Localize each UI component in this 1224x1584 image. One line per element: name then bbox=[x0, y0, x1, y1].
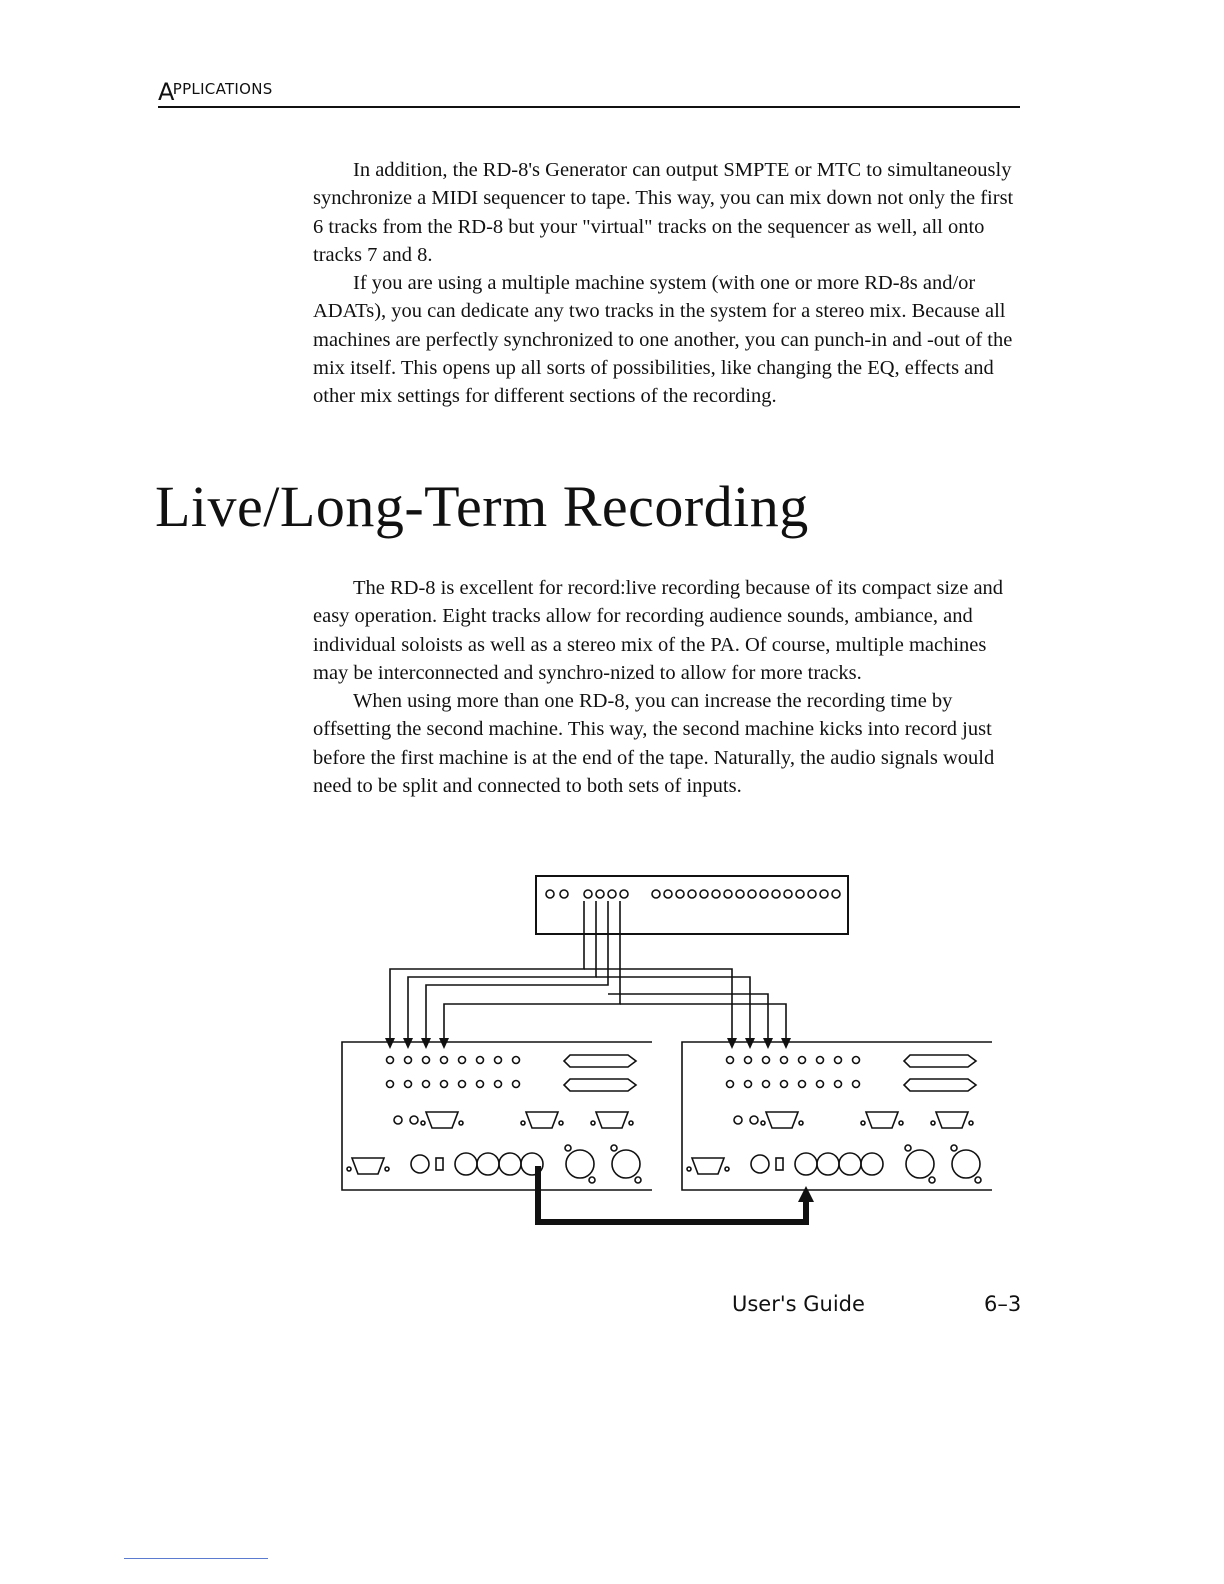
sync-cable bbox=[538, 1166, 806, 1222]
header-rule bbox=[158, 106, 1020, 108]
section-heading: Live/Long-Term Recording bbox=[155, 474, 809, 539]
rd8-recorder-2 bbox=[682, 1042, 992, 1190]
running-head-rest: PPLICATIONS bbox=[172, 80, 273, 98]
intro-paragraph-2: If you are using a multiple machine system (with one or more RD-8s and/or ADATs), you can dedicate any two tracks in the system for a stereo mix. Because all machines are perfectly synchronized to one another, you can punch-in and -out of the mix itself. This opens up all sorts of possibilities, like changing the EQ, effects and other mix settings for different sections of the recording. bbox=[313, 272, 1013, 408]
rd8-connection-diagram bbox=[330, 868, 1010, 1238]
running-head-initial: A bbox=[158, 78, 175, 106]
running-head bbox=[158, 72, 273, 106]
mixer-console bbox=[536, 876, 848, 934]
footer-title: User's Guide bbox=[732, 1292, 865, 1316]
section-paragraph-2: When using more than one RD-8, you can increase the recording time by offsetting the second machine. This way, the second machine kicks into record just before the first machine is at the end of the tape. Naturally, the audio signals would need to be split and connected to both sets of inputs. bbox=[313, 690, 995, 798]
bottom-mark bbox=[124, 1558, 268, 1559]
section-text bbox=[313, 574, 1023, 800]
split-cables bbox=[390, 901, 786, 1038]
page-number: 6–3 bbox=[984, 1292, 1022, 1316]
intro-paragraph-1: In addition, the RD-8's Generator can output SMPTE or MTC to simultaneously synchronize a MIDI sequencer to tape. This way, you can mix down not only the first 6 tracks from the RD-8 but your "virtual" tracks on the sequencer as well, all onto tracks 7 and 8. bbox=[313, 159, 1014, 266]
input-arrows bbox=[385, 1038, 791, 1049]
rd8-recorder-1 bbox=[342, 1042, 652, 1190]
section-paragraph-1: The RD-8 is excellent for record:live recording because of its compact size and easy operation. Eight tracks allow for recording audience sounds, ambiance, and individual soloists as well as a stereo mix of the PA. Of course, multiple machines may be interconnected and synchro-nized to allow for more tracks. bbox=[313, 577, 1004, 684]
intro-text bbox=[313, 156, 1023, 411]
